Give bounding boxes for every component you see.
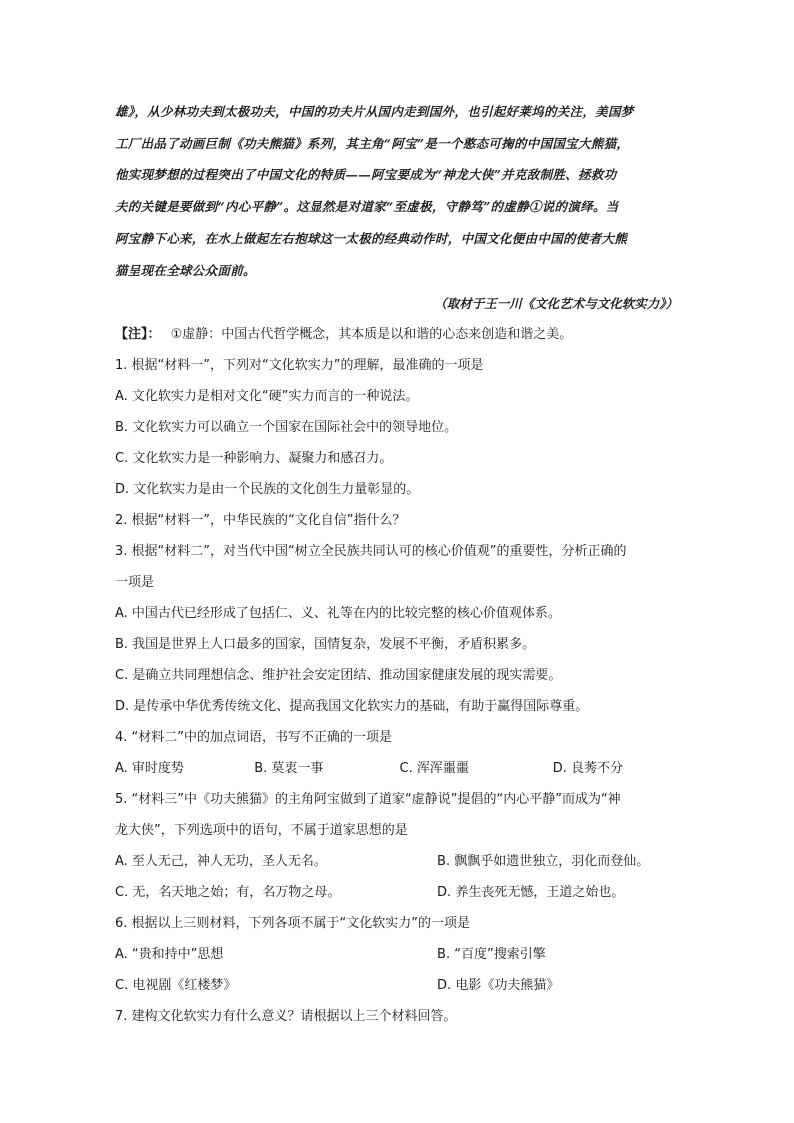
question-6-option-b: B. “百度”搜索引擎 <box>437 947 546 963</box>
question-5-stem-line1: 5. “材料三”中《功夫熊猫》的主角阿宝做到了道家“虚静说”提倡的“内心平静”而成为“神 <box>115 792 621 808</box>
question-6-stem: 6. 根据以上三则材料，下列各项不属于“文化软实力”的一项是 <box>115 916 471 932</box>
question-5-option-a: A. 至人无己，神人无功，圣人无名。 <box>115 854 327 870</box>
question-1-option-a: A. 文化软实力是相对文化“硬”实力而言的一种说法。 <box>115 389 419 405</box>
question-7-stem: 7. 建构文化软实力有什么意义？请根据以上三个材料回答。 <box>115 1009 457 1025</box>
question-1-option-b: B. 文化软实力可以确立一个国家在国际社会中的领导地位。 <box>115 420 458 436</box>
question-3-stem-line2: 一项是 <box>115 575 155 591</box>
question-5-option-c: C. 无，名天地之始；有，名万物之母。 <box>115 885 341 901</box>
exam-page <box>115 96 680 1032</box>
questions-section <box>115 319 680 1032</box>
passage-line: 他实现梦想的过程突出了中国文化的特质——阿宝要成为“神龙大侠”并克敌制胜、拯救功 <box>115 167 617 183</box>
material-three-passage <box>115 96 680 319</box>
question-5-options-row2 <box>115 877 680 908</box>
question-1-option-c: C. 文化软实力是一种影响力、凝聚力和感召力。 <box>115 451 393 467</box>
passage-source: （取材于王一川《文化艺术与文化软实力》） <box>434 296 678 312</box>
passage-line: 猫呈现在全球公众面前。 <box>115 262 256 278</box>
question-4-option-b: B. 莫衷一事 <box>254 761 324 777</box>
question-6-options-row1 <box>115 939 680 970</box>
question-3-stem-line1: 3. 根据“材料二”，对当代中国“树立全民族共同认可的核心价值观”的重要性，分析正确的 <box>115 544 627 560</box>
question-4-option-c: C. 浑浑噩噩 <box>399 761 469 777</box>
passage-line: 雄》，从少林功夫到太极功夫，中国的功夫片从国内走到国外，也引起好莱坞的关注，美国梦 <box>115 104 634 119</box>
question-5-option-d: D. 养生丧死无憾，王道之始也。 <box>437 885 625 901</box>
question-3-option-c: C. 是确立共同理想信念、维护社会安定团结、推动国家健康发展的现实需要。 <box>115 668 562 684</box>
question-3-option-d: D. 是传承中华优秀传统文化、提高我国文化软实力的基础，有助于赢得国际尊重。 <box>115 699 589 715</box>
passage-line: 阿宝静下心来，在水上做起左右抱球这一太极的经典动作时，中国文化便由中国的使者大熊 <box>115 230 628 246</box>
question-6-option-d: D. 电影《功夫熊猫》 <box>437 978 560 994</box>
question-6-option-c: C. 电视剧《红楼梦》 <box>115 978 237 994</box>
question-1-option-d: D. 文化软实力是由一个民族的文化创生力量彰显的。 <box>115 482 420 498</box>
question-4-stem: 4. “材料二”中的加点词语，书写不正确的一项是 <box>115 730 393 746</box>
question-3-option-a: A. 中国古代已经形成了包括仁、义、礼等在内的比较完整的核心价值观体系。 <box>115 606 561 622</box>
question-1-stem: 1. 根据“材料一”，下列对“文化软实力”的理解，最准确的一项是 <box>115 358 484 374</box>
note-label: 【注】： <box>115 327 161 343</box>
question-5-stem-line2: 龙大侠”，下列选项中的语句，不属于道家思想的是 <box>115 823 408 839</box>
note-text: ①虚静：中国古代哲学概念，其本质是以和谐的心态来创造和谐之美。 <box>170 327 573 343</box>
question-4-option-d: D. 良莠不分 <box>552 761 624 777</box>
question-4-options <box>115 753 680 784</box>
question-2-stem: 2. 根据“材料一”，中华民族的“文化自信”指什么？ <box>115 513 406 529</box>
question-5-option-b: B. 飘飘乎如遗世独立，羽化而登仙。 <box>437 854 650 870</box>
question-4-option-a: A. 审时度势 <box>115 761 184 777</box>
question-3-option-b: B. 我国是世界上人口最多的国家，国情复杂，发展不平衡，矛盾积累多。 <box>115 637 536 653</box>
note <box>115 319 680 350</box>
passage-line: 工厂出品了动画巨制《功夫熊猫》系列，其主角“阿宝”是一个憨态可掬的中国国宝大熊猫， <box>115 135 630 151</box>
question-6-option-a: A. “贵和持中”思想 <box>115 947 224 963</box>
passage-line: 夫的关键是要做到“内心平静”。这显然是对道家“至虚极，守静笃”的虚静①说的演绎。当 <box>115 199 619 215</box>
question-6-options-row2 <box>115 970 680 1001</box>
question-5-options-row1 <box>115 846 680 877</box>
